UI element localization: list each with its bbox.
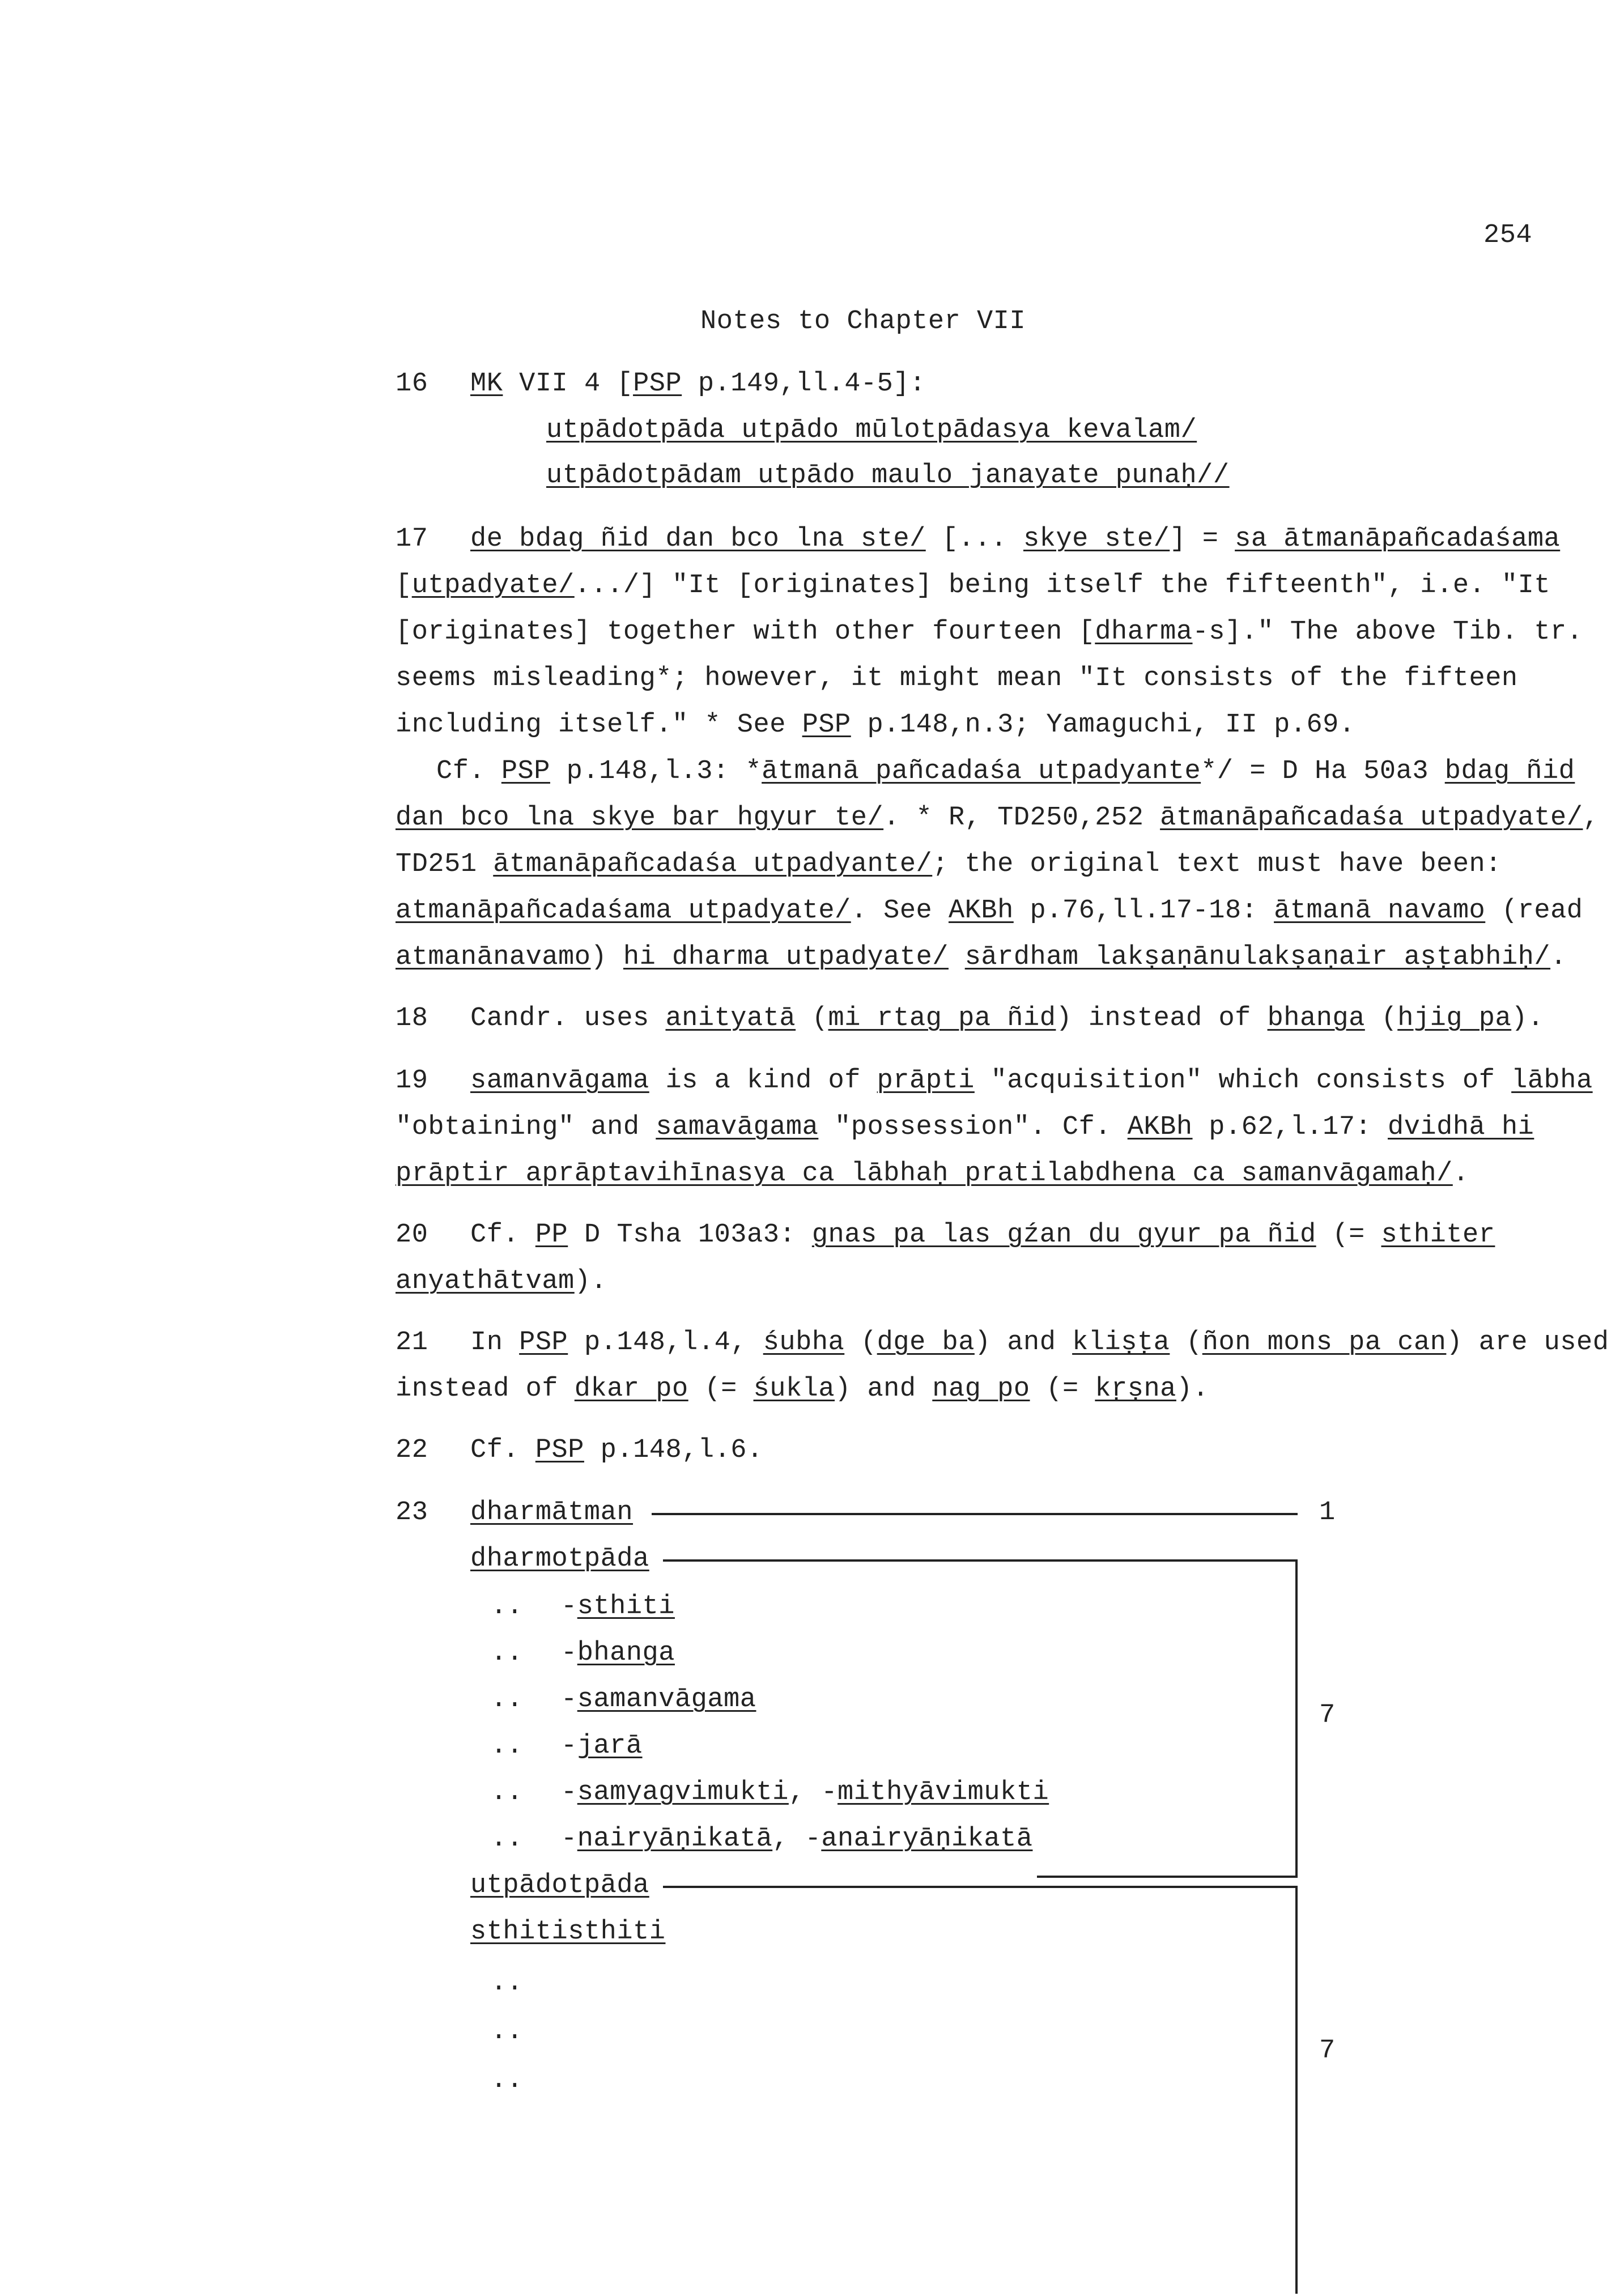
verse-line: utpādotpādam utpādo maulo janayate punaḥ//: [546, 461, 1230, 491]
note-line: instead of dkar po (= śukla) and nag po (= kṛṣna).: [396, 1374, 1209, 1404]
note-line: Cf. PSP p.148,l.6.: [470, 1435, 763, 1465]
note-number: 16: [396, 369, 428, 399]
count-label: 1: [1319, 1498, 1336, 1528]
note-number: 20: [396, 1220, 428, 1250]
ditto-mark: ..: [491, 2017, 523, 2047]
verse-line: utpādotpāda utpādo mūlotpādasya kevalam/: [546, 415, 1197, 445]
note-line: dan bco lna skye bar hgyur te/. * R, TD250,252 ātmanāpañcadaśa utpadyate/,: [396, 803, 1600, 833]
list-item: -nairyāṇikatā, -anairyāṇikatā: [561, 1824, 1033, 1854]
list-item: -jarā: [561, 1731, 643, 1761]
note-line: [utpadyate/.../] "It [originates] being itself the fifteenth", i.e. "It: [396, 571, 1551, 601]
note-line: prāptir aprāptavihīnasya ca lābhaḥ pratilabdhena ca samanvāgamaḥ/.: [396, 1159, 1469, 1189]
note-number: 23: [396, 1498, 428, 1528]
ditto-mark: ..: [491, 1685, 523, 1715]
dharmatman-label: dharmātman: [470, 1498, 634, 1528]
connector-line: [652, 1513, 1298, 1515]
bracket-top: [663, 1886, 1298, 1888]
ditto-mark: ..: [491, 1968, 523, 1998]
note-line: [originates] together with other fourteen [dharma-s]." The above Tib. tr.: [396, 617, 1583, 647]
note-line: Cf. PP D Tsha 103a3: gnas pa las gźan du gyur pa ñid (= sthiter: [470, 1220, 1495, 1250]
note-line: seems misleading*; however, it might mean "It consists of the fifteen: [396, 664, 1518, 694]
bracket-side: [1295, 1886, 1298, 2294]
note-line: samanvāgama is a kind of prāpti "acquisition" which consists of lābha: [470, 1066, 1593, 1096]
count-label: 7: [1319, 2036, 1336, 2066]
page-number: 254: [1483, 220, 1533, 250]
list-item: -bhanga: [561, 1638, 675, 1668]
note-line: Candr. uses anityatā (mi rtag pa ñid) instead of bhanga (hjig pa).: [470, 1004, 1544, 1034]
bracket-side: [1295, 1559, 1298, 1877]
note-number: 22: [396, 1435, 428, 1465]
count-label: 7: [1319, 1700, 1336, 1730]
ditto-mark: ..: [491, 1592, 523, 1622]
note-number: 17: [396, 524, 428, 554]
sthitisthiti-label: sthitisthiti: [470, 1917, 666, 1947]
note-line: including itself." * See PSP p.148,n.3; Yamaguchi, II p.69.: [396, 710, 1355, 740]
list-item: -sthiti: [561, 1592, 675, 1622]
note-line: TD251 ātmanāpañcadaśa utpadyante/; the original text must have been:: [396, 849, 1502, 879]
note-line: atmanāpañcadaśama utpadyate/. See AKBh p.76,ll.17-18: ātmanā navamo (read: [396, 896, 1583, 926]
list-item: -samyagvimukti, -mithyāvimukti: [561, 1778, 1049, 1808]
note-line: In PSP p.148,l.4, śubha (dge ba) and kliṣṭa (ñon mons pa can) are used: [470, 1328, 1609, 1358]
ditto-mark: ..: [491, 2065, 523, 2095]
note-number: 19: [396, 1066, 428, 1096]
ditto-mark: ..: [491, 1824, 523, 1854]
note-line: anyathātvam).: [396, 1266, 607, 1296]
bracket-top: [663, 1559, 1298, 1562]
ditto-mark: ..: [491, 1778, 523, 1808]
note-number: 18: [396, 1004, 428, 1034]
note-line: de bdag ñid dan bco lna ste/ [... skye ste/] = sa ātmanāpañcadaśama: [470, 524, 1561, 554]
page-heading: Notes to Chapter VII: [700, 307, 1026, 337]
ditto-mark: ..: [491, 1638, 523, 1668]
bracket-bottom: [1037, 1876, 1298, 1878]
note-line: "obtaining" and samavāgama "possession". Cf. AKBh p.62,l.17: dvidhā hi: [396, 1112, 1534, 1142]
list-item: -samanvāgama: [561, 1685, 756, 1715]
note-line: Cf. PSP p.148,l.3: *ātmanā pañcadaśa utpadyante*/ = D Ha 50a3 bdag ñid: [436, 756, 1575, 786]
note-line: MK VII 4 [PSP p.149,ll.4-5]:: [470, 369, 926, 399]
ditto-mark: ..: [491, 1731, 523, 1761]
note-line: atmanānavamo) hi dharma utpadyate/ sārdham lakṣaṇānulakṣaṇair aṣṭabhiḥ/.: [396, 942, 1567, 972]
utpadotpada-label: utpādotpāda: [470, 1870, 649, 1900]
note-number: 21: [396, 1328, 428, 1358]
dharmotpada-label: dharmotpāda: [470, 1544, 649, 1574]
